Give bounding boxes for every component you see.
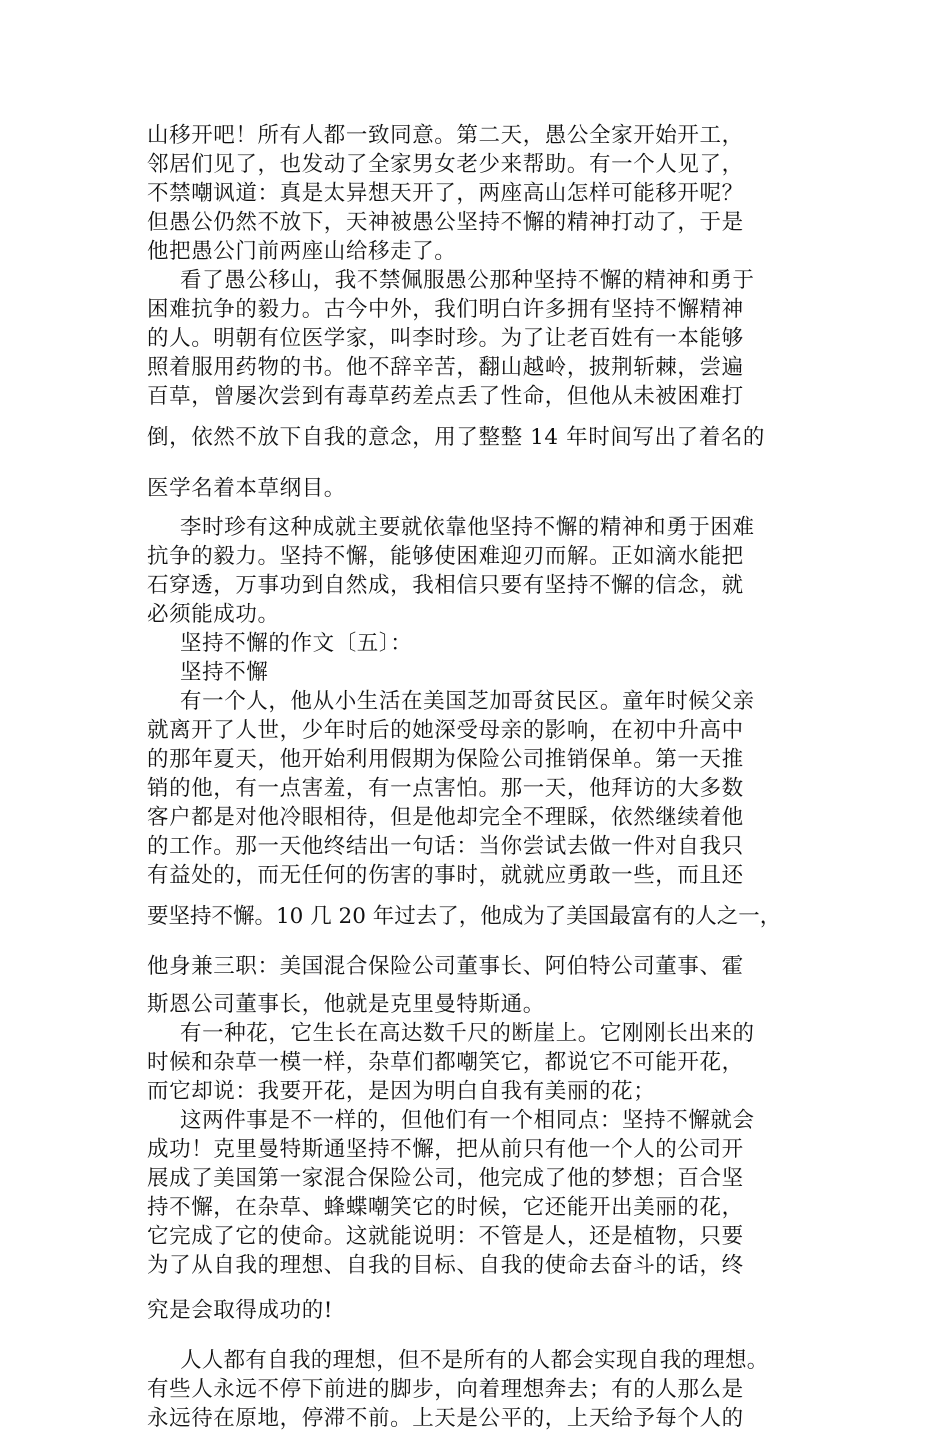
text-line: 石穿透，万事功到自然成，我相信只要有坚持不懈的信念，就 — [147, 573, 744, 598]
text-line: 有益处的，而无任何的伤害的事时，就就应勇敢一些，而且还 — [147, 863, 744, 888]
text-line: 有一个人，他从小生活在美国芝加哥贫民区。童年时候父亲 — [180, 689, 755, 714]
text-line: 有些人永远不停下前进的脚步，向着理想奔去；有的人那么是 — [147, 1377, 744, 1402]
text-line: 必须能成功。 — [147, 602, 280, 627]
document-body — [147, 121, 827, 1433]
text-line: 人人都有自我的理想，但不是所有的人都会实现自我的理想。 — [180, 1348, 769, 1373]
text-line: 就离开了人世，少年时后的她深受母亲的影响，在初中升高中 — [147, 718, 744, 743]
text-line: 成功！克里曼特斯通坚持不懈，把从前只有他一个人的公司开 — [147, 1137, 744, 1162]
text-line: 客户都是对他冷眼相待，但是他却完全不理睬，依然继续着他 — [147, 805, 744, 830]
text-line: 它完成了它的使命。这就能说明：不管是人，还是植物，只要 — [147, 1224, 744, 1249]
text-line: 照着服用药物的书。他不辞辛苦，翻山越岭，披荆斩棘，尝遍 — [147, 355, 744, 380]
text-line: 时候和杂草一模一样，杂草们都嘲笑它，都说它不可能开花， — [147, 1050, 744, 1075]
text-line: 李时珍有这种成就主要就依靠他坚持不懈的精神和勇于困难 — [180, 515, 755, 540]
text-line: 这两件事是不一样的，但他们有一个相同点：坚持不懈就会 — [180, 1108, 755, 1133]
text-line: 永远待在原地，停滞不前。上天是公平的，上天给予每个人的 — [147, 1406, 744, 1431]
text-line: 要坚持不懈。10 几 20 年过去了，他成为了美国最富有的人之一， — [147, 904, 782, 929]
text-line: 他把愚公门前两座山给移走了。 — [147, 239, 457, 264]
text-line: 销的他，有一点害羞，有一点害怕。那一天，他拜访的大多数 — [147, 776, 744, 801]
text-line: 倒，依然不放下自我的意念，用了整整 14 年时间写出了着名的 — [147, 425, 766, 450]
text-line: 的那年夏天，他开始利用假期为保险公司推销保单。第一天推 — [147, 747, 744, 772]
text-line: 困难抗争的毅力。古今中外，我们明白许多拥有坚持不懈精神 — [147, 297, 744, 322]
text-line: 斯恩公司董事长，他就是克里曼特斯通。 — [147, 992, 545, 1017]
text-line: 看了愚公移山，我不禁佩服愚公那种坚持不懈的精神和勇于 — [180, 268, 755, 293]
text-line: 百草，曾屡次尝到有毒草药差点丢了性命，但他从未被困难打 — [147, 384, 744, 409]
text-line: 抗争的毅力。坚持不懈，能够使困难迎刃而解。正如滴水能把 — [147, 544, 744, 569]
text-line: 医学名着本草纲目。 — [147, 476, 346, 501]
text-line: 但愚公仍然不放下，天神被愚公坚持不懈的精神打动了，于是 — [147, 210, 744, 235]
text-line: 的工作。那一天他终结出一句话：当你尝试去做一件对自我只 — [147, 834, 744, 859]
text-line: 不禁嘲讽道：真是太异想天开了，两座高山怎样可能移开呢？ — [147, 181, 744, 206]
text-line: 的人。明朝有位医学家，叫李时珍。为了让老百姓有一本能够 — [147, 326, 744, 351]
text-line: 而它却说：我要开花，是因为明白自我有美丽的花； — [147, 1079, 656, 1104]
text-line: 有一种花，它生长在高达数千尺的断崖上。它刚刚长出来的 — [180, 1021, 755, 1046]
text-line: 究是会取得成功的! — [147, 1298, 334, 1323]
text-line: 山移开吧！所有人都一致同意。第二天，愚公全家开始开工， — [147, 123, 744, 148]
section-heading: 坚持不懈的作文〔五〕： — [180, 631, 413, 656]
text-line: 展成了美国第一家混合保险公司，他完成了他的梦想；百合坚 — [147, 1166, 744, 1191]
essay-title: 坚持不懈 — [180, 660, 269, 685]
text-line: 他身兼三职：美国混合保险公司董事长、阿伯特公司董事、霍 — [147, 954, 744, 979]
text-line: 邻居们见了，也发动了全家男女老少来帮助。有一个人见了， — [147, 152, 744, 177]
text-line: 为了从自我的理想、自我的目标、自我的使命去奋斗的话，终 — [147, 1253, 744, 1278]
text-line: 持不懈，在杂草、蜂蝶嘲笑它的时候，它还能开出美丽的花， — [147, 1195, 744, 1220]
